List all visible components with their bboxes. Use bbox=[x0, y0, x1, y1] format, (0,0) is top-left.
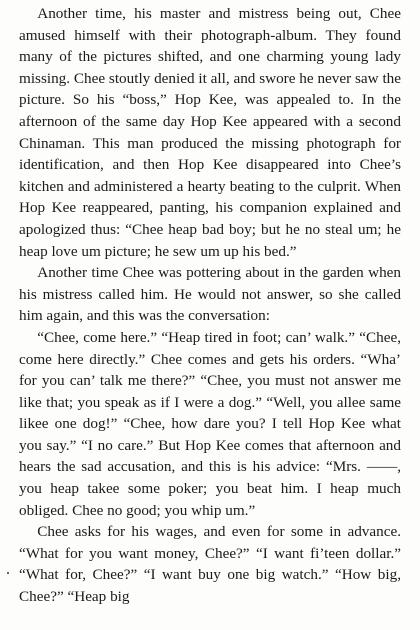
paragraph-photograph-album: Another time, his master and mistress being out, Chee amused himself with their photograph-album. They found many of the pictures shifted, and one charming young lady missing. Chee stoutly denied it all, and swore he never saw the picture. So his “boss,” Hop Kee, was appealed to. In the afternoon of the same day Hop Kee appeared with a second Chinaman. This man produced the missing photograph for identification, and then Hop Kee disappeared into Chee’s kitchen and administered a hearty beating to the culprit. When Hop Kee reappeared, panting, his companion explained and apologized thus: “Chee heap bad boy; but he no steal um; he heap love um picture; he sew um up his bed.” bbox=[19, 5, 401, 260]
paragraph-garden: Another time Chee was pottering about in the garden when his mistress called him. He would not answer, so she called him again, and this was the conversation: bbox=[19, 264, 401, 325]
page-text bbox=[19, 3, 401, 608]
paragraph-conversation: “Chee, come here.” “Heap tired in foot; can’ walk.” “Chee, come here directly.” Chee comes and gets his orders. “Wha’ for you can’ talk me there?” “Chee, you must not answer me like that; you speak as if I were a dog.” “Well, you allee same likee one dog!” “Chee, how dare you? I tell Hop Kee what you say.” “I no care.” But Hop Kee comes that afternoon and hears the sad accusation, and this is his advice: “Mrs. ——, you heap takee some poker; you beat him. I heap much obliged. Chee no good; you whip um.” bbox=[19, 328, 401, 519]
paragraph-wages: Chee asks for his wages, and even for some in advance. “What for you want money, Chee?” “I want fi’teen dollar.” “What for, Chee?” “I want buy one big watch.” “How big, Chee?” “Heap big bbox=[19, 523, 401, 606]
ink-speck bbox=[7, 572, 9, 574]
